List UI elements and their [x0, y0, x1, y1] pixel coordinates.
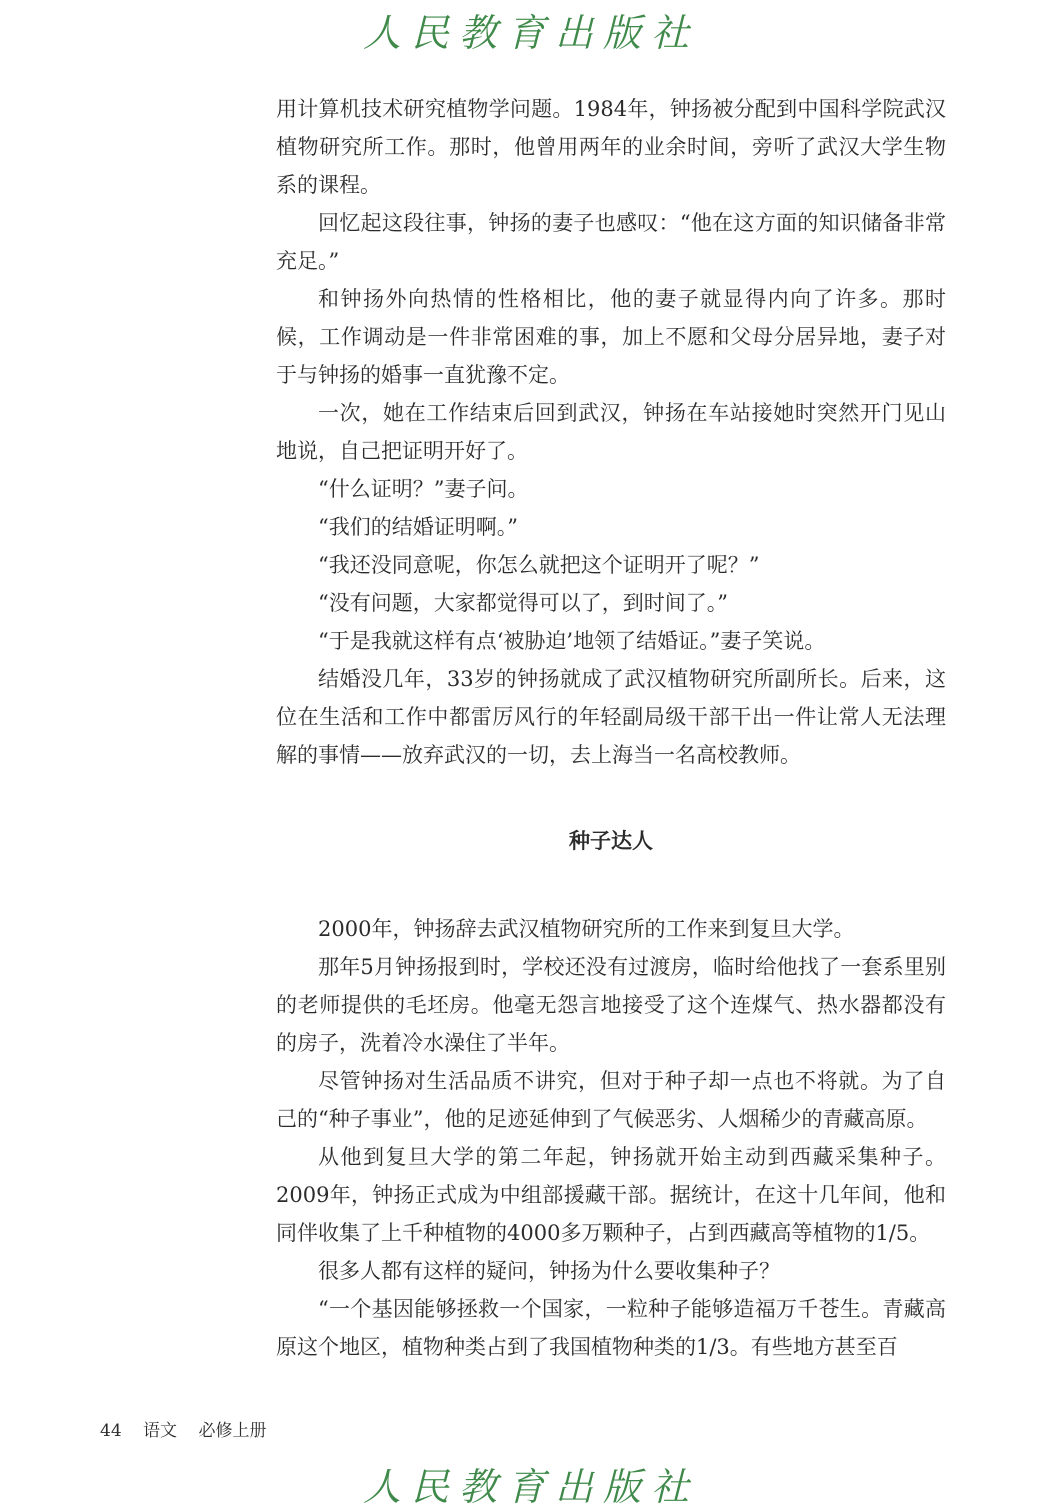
paragraph: 用计算机技术研究植物学问题。1984年，钟扬被分配到中国科学院武汉植物研究所工作。那时，他曾用两年的业余时间，旁听了武汉大学生物系的课程。	[276, 97, 946, 197]
paragraph: “没有问题，大家都觉得可以了，到时间了。”	[318, 591, 728, 615]
publisher-logo-top: 人民教育出版社	[362, 11, 699, 55]
paragraph: 从他到复旦大学的第二年起，钟扬就开始主动到西藏采集种子。2009年，钟扬正式成为中组部援藏干部。据统计，在这十几年间，他和同伴收集了上千种植物的4000多万颗种子，占到西藏高等植物的1/5。	[276, 1145, 946, 1245]
paragraph: “我们的结婚证明啊。”	[318, 515, 518, 539]
paragraph: “一个基因能够拯救一个国家，一粒种子能够造福万千苍生。青藏高原这个地区，植物种类占到了我国植物种类的1/3。有些地方甚至百	[276, 1297, 946, 1359]
paragraph: 和钟扬外向热情的性格相比，他的妻子就显得内向了许多。那时候，工作调动是一件非常困难的事，加上不愿和父母分居异地，妻子对于与钟扬的婚事一直犹豫不定。	[276, 287, 946, 387]
paragraph: 那年5月钟扬报到时，学校还没有过渡房，临时给他找了一套系里别的老师提供的毛坯房。他毫无怨言地接受了这个连煤气、热水器都没有的房子，洗着冷水澡住了半年。	[276, 955, 946, 1055]
page-number: 44	[100, 1421, 122, 1441]
paragraph: “什么证明？”妻子问。	[318, 477, 529, 501]
page-footer	[100, 1416, 282, 1441]
paragraph: “于是我就这样有点‘被胁迫’地领了结婚证。”妻子笑说。	[318, 629, 826, 653]
paragraph: 回忆起这段往事，钟扬的妻子也感叹：“他在这方面的知识储备非常充足。”	[276, 211, 946, 273]
paragraph: 尽管钟扬对生活品质不讲究，但对于种子却一点也不将就。为了自己的“种子事业”，他的足迹延伸到了气候恶劣、人烟稀少的青藏高原。	[276, 1069, 946, 1131]
publisher-logo-bottom: 人民教育出版社	[362, 1465, 699, 1509]
section-heading: 种子达人	[569, 829, 653, 853]
paragraph: 结婚没几年，33岁的钟扬就成了武汉植物研究所副所长。后来，这位在生活和工作中都雷厉风行的年轻副局级干部干出一件让常人无法理解的事情——放弃武汉的一切，去上海当一名高校教师。	[276, 667, 946, 767]
volume-label: 必修上册	[198, 1421, 267, 1441]
paragraph: “我还没同意呢，你怎么就把这个证明开了呢？”	[318, 553, 760, 577]
subject-label: 语文	[143, 1421, 178, 1441]
page-body	[276, 90, 946, 1366]
paragraph: 2000年，钟扬辞去武汉植物研究所的工作来到复旦大学。	[318, 917, 855, 941]
paragraph: 很多人都有这样的疑问，钟扬为什么要收集种子？	[318, 1259, 780, 1283]
paragraph: 一次，她在工作结束后回到武汉，钟扬在车站接她时突然开门见山地说，自己把证明开好了。	[276, 401, 946, 463]
